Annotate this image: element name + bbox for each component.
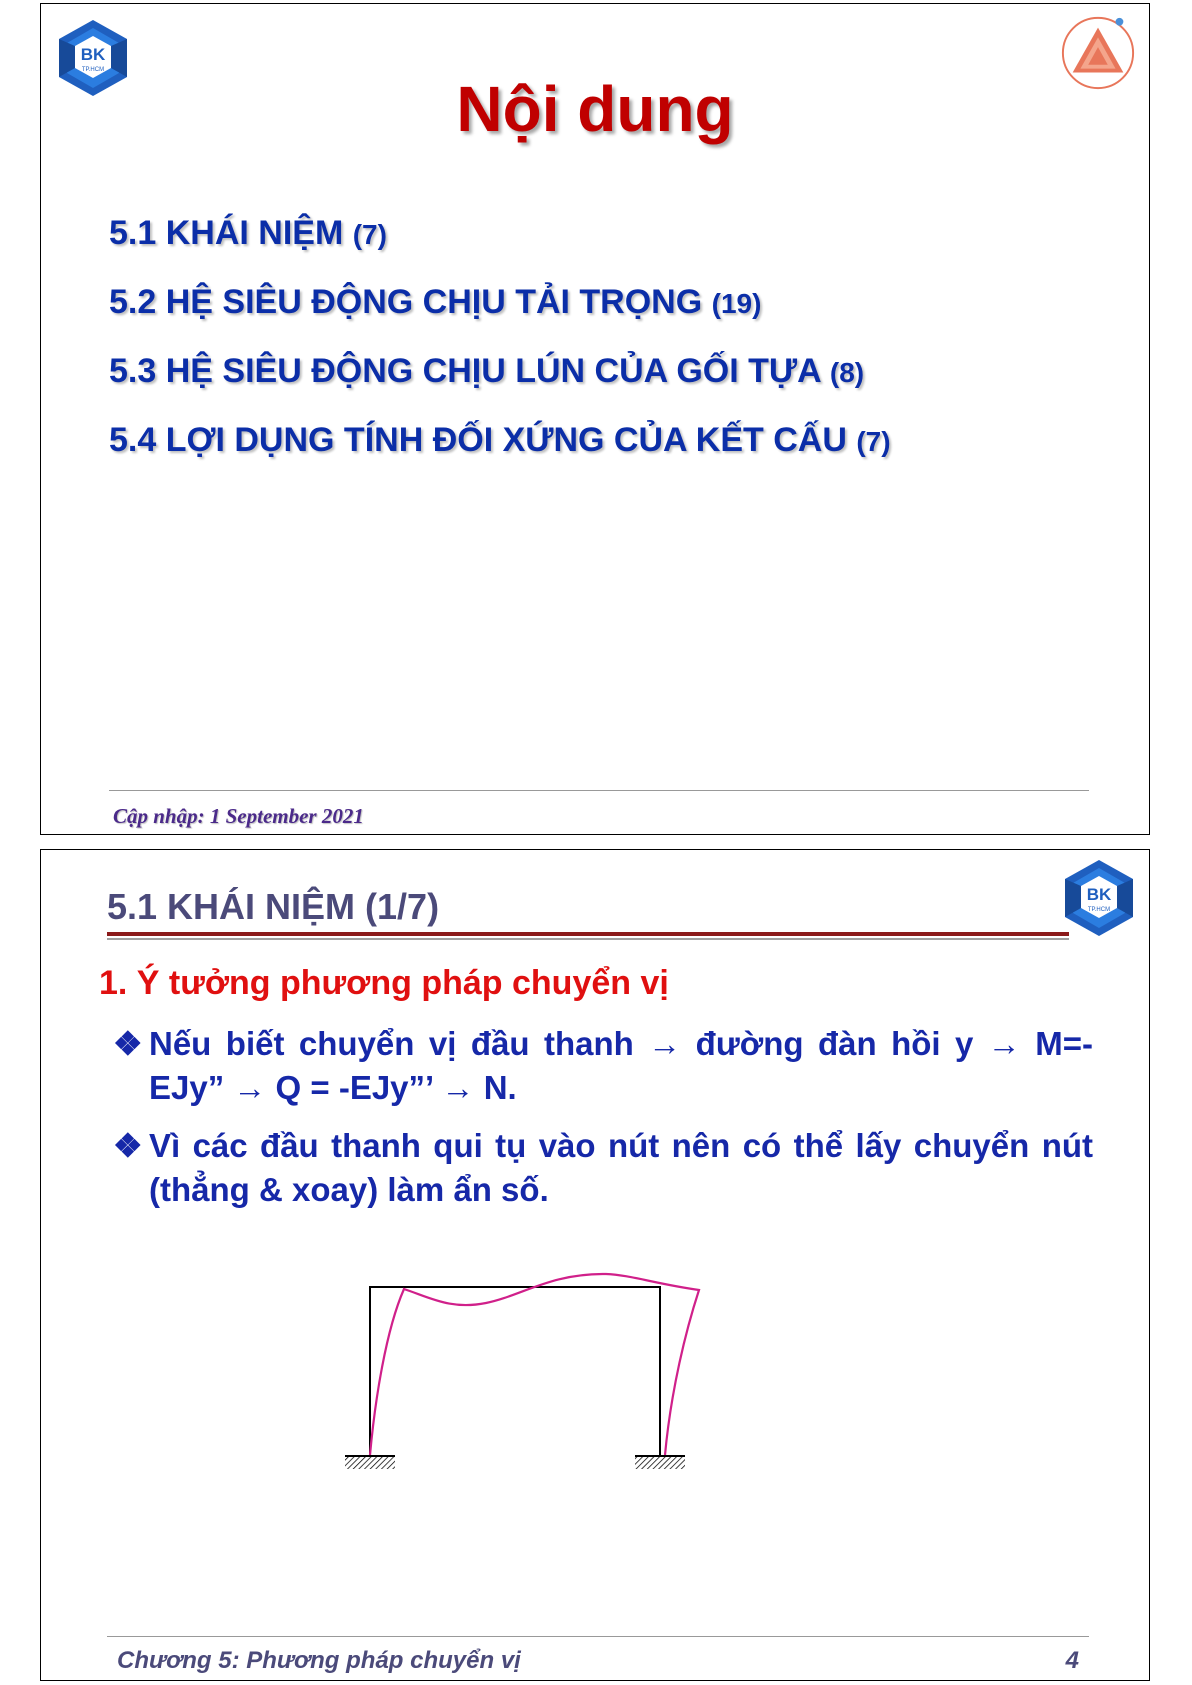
original-frame bbox=[370, 1287, 660, 1455]
bullet-item bbox=[113, 1022, 1093, 1110]
deformed-frame bbox=[370, 1274, 699, 1455]
toc-item: 5.1 KHÁI NIỆM (7) bbox=[109, 214, 387, 252]
bullet-text: Nếu biết chuyển vị đầu thanh → đường đàn hồi y → M=-EJy” → Q = -EJy”’ → N. bbox=[149, 1025, 1093, 1106]
section-heading: 1. Ý tưởng phương pháp chuyển vị bbox=[99, 964, 669, 1002]
chapter-footer: Chương 5: Phương pháp chuyển vị bbox=[117, 1647, 521, 1674]
svg-text:TP.HCM: TP.HCM bbox=[1087, 907, 1111, 913]
svg-text:BK: BK bbox=[1086, 885, 1112, 904]
bullet-diamond-icon: ❖ bbox=[113, 1025, 143, 1062]
slide-contents bbox=[40, 3, 1150, 835]
footer-divider bbox=[107, 1636, 1089, 1637]
footer-divider bbox=[109, 790, 1089, 791]
update-date: Cập nhập: 1 September 2021 bbox=[113, 804, 364, 828]
slide-concept bbox=[40, 849, 1150, 1681]
toc-item: 5.2 HỆ SIÊU ĐỘNG CHỊU TẢI TRỌNG (19) bbox=[109, 283, 762, 321]
svg-text:BK: BK bbox=[80, 45, 106, 64]
page-number: 4 bbox=[1065, 1647, 1079, 1674]
bk-logo bbox=[1059, 858, 1139, 938]
fixed-support-right bbox=[635, 1457, 685, 1469]
svg-text:TP.HCM: TP.HCM bbox=[81, 67, 105, 73]
bullet-diamond-icon: ❖ bbox=[113, 1127, 143, 1164]
toc-item: 5.4 LỢI DỤNG TÍNH ĐỐI XỨNG CỦA KẾT CẤU (7) bbox=[109, 421, 891, 459]
frame-diagram-graphic bbox=[331, 1270, 751, 1490]
bullet-item bbox=[113, 1124, 1093, 1212]
title-underline-secondary bbox=[107, 938, 1069, 940]
frame-deformation-diagram bbox=[331, 1270, 751, 1490]
slide-title: 5.1 KHÁI NIỆM (1/7) bbox=[107, 886, 440, 927]
title-underline bbox=[107, 932, 1069, 936]
fixed-support-left bbox=[345, 1457, 395, 1469]
toc-item: 5.3 HỆ SIÊU ĐỘNG CHỊU LÚN CỦA GỐI TỰA (8) bbox=[109, 352, 865, 390]
table-of-contents bbox=[109, 209, 891, 485]
page-title: Nội dung bbox=[456, 73, 734, 145]
bk-logo-graphic bbox=[1059, 858, 1139, 938]
bullet-text: Vì các đầu thanh qui tụ vào nút nên có thể lấy chuyển nút (thẳng & xoay) làm ẩn số. bbox=[149, 1127, 1093, 1208]
